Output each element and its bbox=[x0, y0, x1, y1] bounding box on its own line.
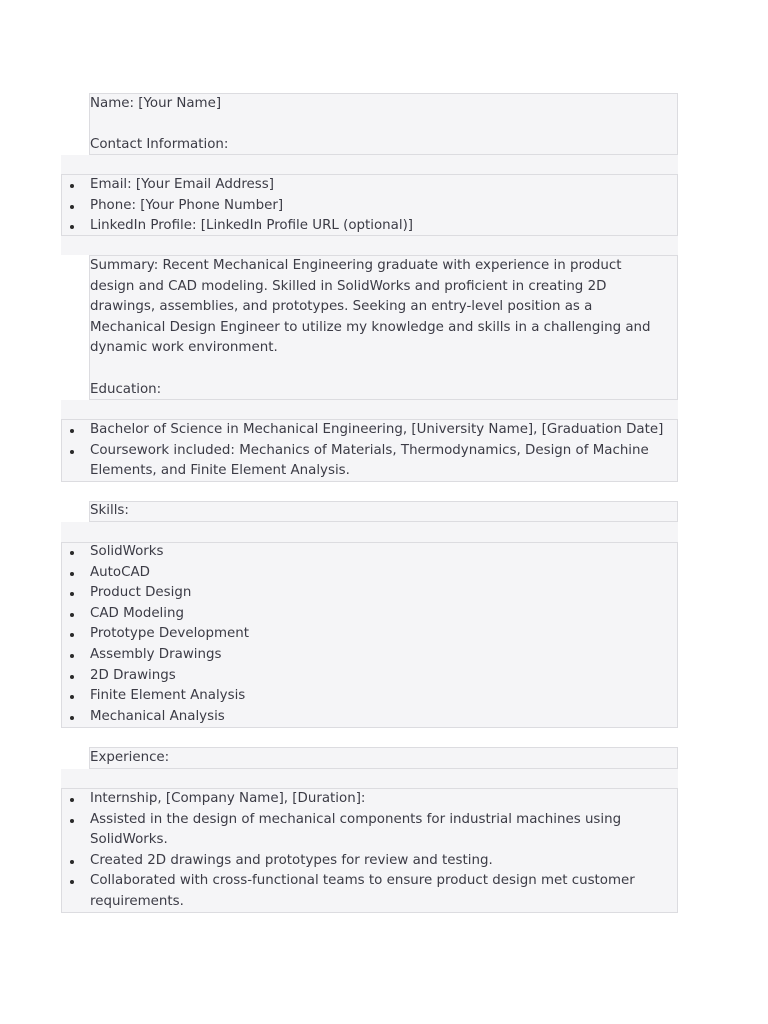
contact-list bbox=[62, 175, 678, 237]
list-item-experience: Created 2D drawings and prototypes for review and testing. bbox=[62, 851, 678, 872]
list-item-linkedin: LinkedIn Profile: [LinkedIn Profile URL (optional)] bbox=[62, 216, 678, 237]
block-separator bbox=[61, 769, 678, 788]
skills-heading: Skills: bbox=[90, 503, 129, 518]
list-item-skill: Assembly Drawings bbox=[62, 645, 678, 666]
list-item-internship: Internship, [Company Name], [Duration]: bbox=[62, 789, 678, 810]
skills-heading-block bbox=[89, 501, 678, 522]
list-item-skill: Product Design bbox=[62, 583, 678, 604]
list-item-skill: Mechanical Analysis bbox=[62, 707, 678, 728]
contact-heading: Contact Information: bbox=[90, 137, 229, 152]
list-item-experience: Collaborated with cross-functional teams to ensure product design met customer requirements. bbox=[62, 871, 678, 912]
list-item-skill: SolidWorks bbox=[62, 542, 678, 563]
list-item-skill: 2D Drawings bbox=[62, 666, 678, 687]
list-item-coursework: Coursework included: Mechanics of Materials, Thermodynamics, Design of Machine Elements, and Finite Element Analysis. bbox=[62, 441, 678, 482]
experience-heading: Experience: bbox=[90, 750, 170, 765]
list-item-email: Email: [Your Email Address] bbox=[62, 175, 678, 196]
education-list bbox=[62, 420, 678, 482]
experience-list bbox=[62, 789, 678, 913]
education-heading: Education: bbox=[90, 382, 162, 397]
experience-heading-block bbox=[89, 747, 678, 769]
list-item-phone: Phone: [Your Phone Number] bbox=[62, 196, 678, 217]
skills-list bbox=[62, 542, 678, 727]
list-item-skill: Finite Element Analysis bbox=[62, 686, 678, 707]
name-line: Name: [Your Name] bbox=[90, 96, 222, 111]
list-item-skill: CAD Modeling bbox=[62, 604, 678, 625]
summary-paragraph: Summary: Recent Mechanical Engineering graduate with experience in product design and CAD modeling. Skilled in SolidWorks and proficient in creating 2D drawings, assemblies, and prototypes. Seeking an entry-level position as a Mechanical Design Engineer to utilize my knowledge and skills in a challenging and dynamic work environment. bbox=[90, 258, 651, 356]
list-item-skill: Prototype Development bbox=[62, 624, 678, 645]
block-separator bbox=[61, 155, 678, 174]
list-item-degree: Bachelor of Science in Mechanical Engineering, [University Name], [Graduation Date] bbox=[62, 420, 678, 441]
list-item-skill: AutoCAD bbox=[62, 563, 678, 584]
block-separator bbox=[61, 400, 678, 419]
block-separator bbox=[61, 236, 678, 255]
list-item-experience: Assisted in the design of mechanical components for industrial machines using SolidWorks. bbox=[62, 810, 678, 851]
block-separator bbox=[61, 522, 678, 542]
